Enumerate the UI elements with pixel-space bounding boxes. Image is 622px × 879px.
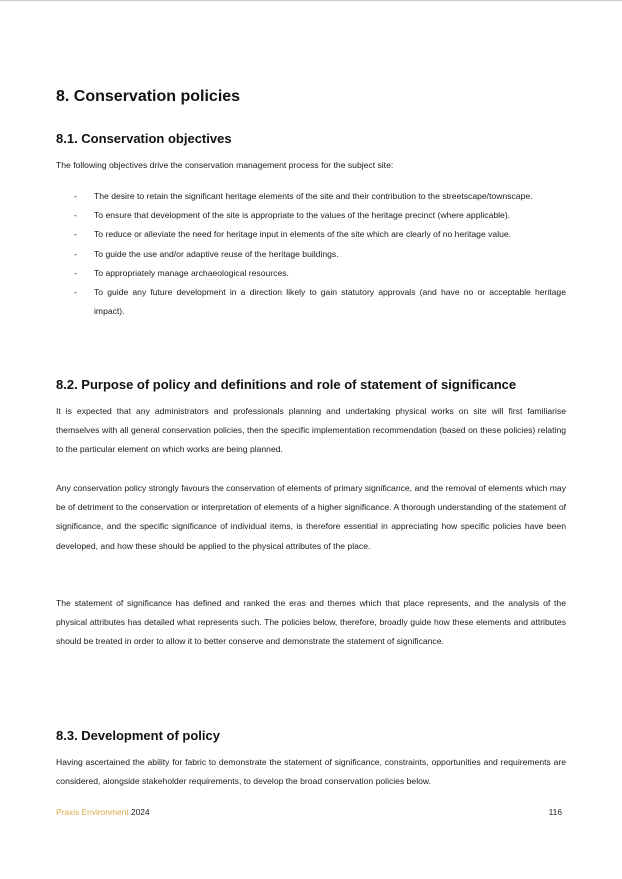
section-8-2-paragraph-3: The statement of significance has defined and ranked the eras and themes which that place represents, and the analysis of the physical attributes has detailed what represents such. The policies below, therefore, broadly guide how these elements and attributes should be treated in order to allow it to better conserve and demonstrate the statement of significance. (56, 598, 566, 647)
section-8-3-title: 8.3. Development of policy (56, 728, 220, 743)
list-item: - To reduce or alleviate the need for heritage input in elements of the site which are clearly of no heritage value. (74, 229, 512, 240)
list-item: - To ensure that development of the site is appropriate to the values of the heritage precinct (where applicable). (74, 210, 511, 221)
objectives-list (56, 187, 566, 321)
section-8-1-intro: The following objectives drive the conservation management process for the subject site: (56, 160, 394, 170)
section-8-1-title: 8.1. Conservation objectives (56, 131, 232, 146)
top-border-line (0, 0, 622, 1)
chapter-heading: 8. Conservation policies (56, 88, 241, 105)
list-item: - To appropriately manage archaeological resources. (74, 267, 289, 278)
page-number: 116 (548, 807, 562, 817)
section-8-2-title: 8.2. Purpose of policy and definitions and role of statement of significance (56, 377, 517, 392)
list-item: - The desire to retain the significant heritage elements of the site and their contribution to the streetscape/townscape. (74, 191, 533, 201)
section-8-2-paragraph-1: It is expected that any administrators and professionals planning and undertaking physical works on site will first familiarise themselves with all general conservation policies, then the specific implementation recommendation (based on these policies) relating to the particular element on which works are being planned. (56, 406, 566, 455)
footer-brand: Praxis Environment (56, 807, 129, 817)
page-footer (56, 807, 562, 817)
section-8-2-paragraph-2: Any conservation policy strongly favours the conservation of elements of primary significance, and the removal of elements which may be of detriment to the conservation or interpretation of elements of a higher significance. A thorough understanding of the statement of significance, and the specific significance of individual items, is therefore essential in appreciating how specific policies have been developed, and how these should be applied to the physical attributes of the place. (56, 483, 566, 551)
section-8-3-paragraph: Having ascertained the ability for fabric to demonstrate the statement of significance, constraints, opportunities and requirements are considered, alongside stakeholder requirements, to develop the broad conservation policies below. (56, 757, 566, 787)
list-item: - To guide the use and/or adaptive reuse of the heritage buildings. (74, 248, 339, 259)
list-item: - To guide any future development in a direction likely to gain statutory approvals (and have no or acceptable heritage impact). (74, 287, 566, 317)
footer-year: 2024 (130, 807, 150, 817)
